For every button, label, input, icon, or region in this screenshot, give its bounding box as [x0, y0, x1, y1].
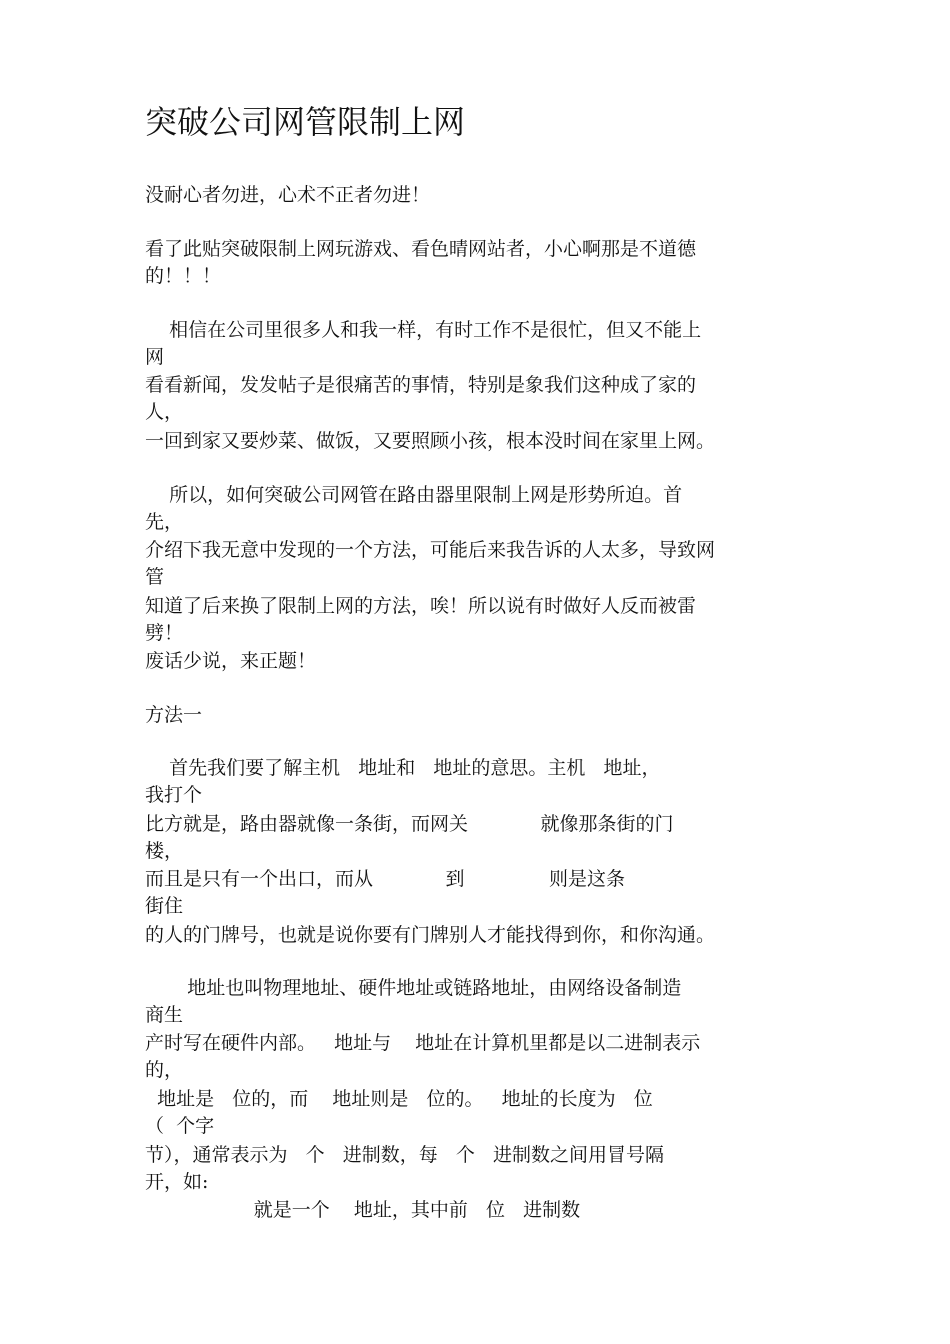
text-line: 而且是只有一个出口，而从 到 则是这条	[145, 868, 626, 890]
text-line: 看看新闻，发发帖子是很痛苦的事情，特别是象我们这种成了家的	[145, 374, 697, 396]
text-line: 人，	[145, 401, 184, 423]
text-line: 介绍下我无意中发现的一个方法，可能后来我告诉的人太多，导致网	[145, 539, 716, 561]
text-line: 先，	[145, 511, 184, 533]
text-line: 相信在公司里很多人和我一样，有时工作不是很忙，但又不能上	[145, 319, 702, 341]
text-line: 节），通常表示为 个 进制数，每 个 进制数之间用冒号隔	[145, 1144, 664, 1166]
text-line: 废话少说，来正题！	[145, 650, 317, 672]
text-line: 商生	[145, 1004, 184, 1026]
text-line: 比方就是，路由器就像一条街，而网关 就像那条街的门	[145, 813, 674, 835]
text-line: 我打个	[145, 784, 203, 806]
text-line: 地址也叫物理地址、硬件地址或链路地址，由网络设备制造	[145, 977, 682, 999]
text-line: 知道了后来换了限制上网的方法，唉！所以说有时做好人反而被雷	[145, 595, 697, 617]
text-line: 开，如:	[145, 1171, 209, 1193]
text-line: 产时写在硬件内部。 地址与 地址在计算机里都是以二进制表示	[145, 1032, 701, 1054]
text-line: 所以，如何突破公司网管在路由器里限制上网是形势所迫。首	[145, 484, 683, 506]
text-line: 就是一个 地址，其中前 位 进制数	[145, 1199, 581, 1221]
text-line: 楼，	[145, 840, 184, 862]
text-line: 街住	[145, 895, 184, 917]
text-line: 的，	[145, 1059, 184, 1081]
section-heading: 方法一	[145, 704, 203, 726]
text-line: 的人的门牌号，也就是说你要有门牌别人才能找得到你，和你沟通。	[145, 924, 716, 946]
text-line: 地址是 位的，而 地址则是 位的。 地址的长度为 位	[145, 1088, 653, 1110]
text-line: 劈！	[145, 622, 184, 644]
text-line: 的！！！	[145, 265, 222, 287]
text-line: 一回到家又要炒菜、做饭，又要照顾小孩，根本没时间在家里上网。	[145, 430, 716, 452]
text-line: 管	[145, 566, 165, 588]
document-title: 突破公司网管限制上网	[145, 103, 466, 141]
text-line: 首先我们要了解主机 地址和 地址的意思。主机 地址，	[145, 757, 661, 779]
text-line: （ 个字	[145, 1115, 215, 1137]
text-line: 看了此贴突破限制上网玩游戏、看色晴网站者，小心啊那是不道德	[145, 238, 697, 260]
text-line: 网	[145, 346, 165, 368]
text-line: 没耐心者勿进，心术不正者勿进！	[145, 184, 431, 206]
